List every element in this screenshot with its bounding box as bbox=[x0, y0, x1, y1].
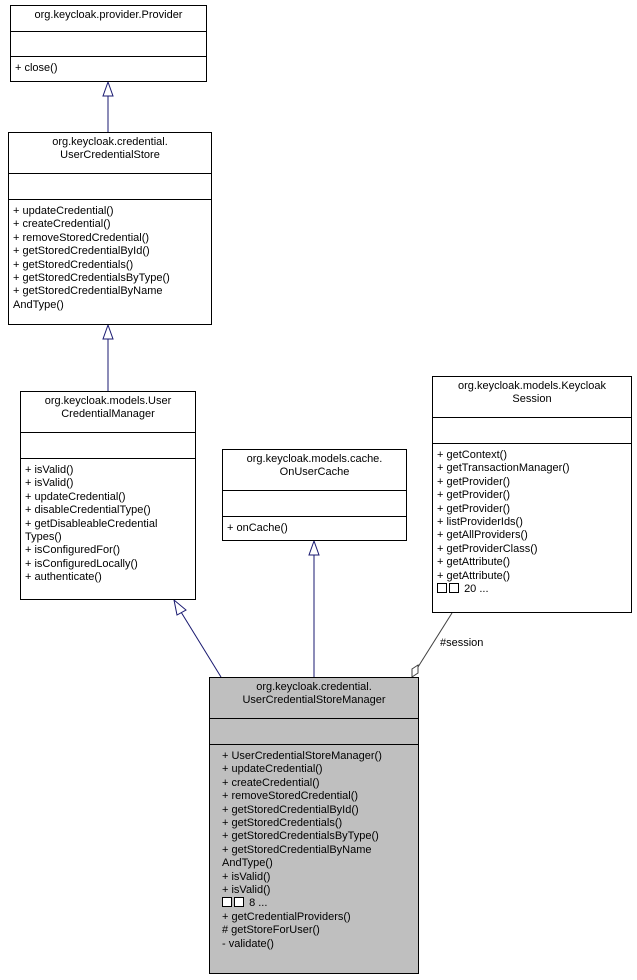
method-item: + getTransactionManager() bbox=[437, 462, 570, 475]
class-box-on-user-cache[interactable] bbox=[222, 449, 407, 541]
class-title-line: UserCredentialStore bbox=[60, 149, 160, 161]
class-box-user-credential-store-manager[interactable] bbox=[209, 677, 419, 974]
class-title bbox=[9, 133, 211, 173]
missing-glyph-icon bbox=[437, 583, 447, 593]
method-item: + isValid() bbox=[222, 870, 271, 883]
methods-section bbox=[11, 56, 206, 81]
methods-section bbox=[433, 443, 631, 612]
class-title bbox=[223, 450, 406, 490]
missing-glyph-icon bbox=[449, 583, 459, 593]
missing-glyph-icon bbox=[234, 897, 244, 907]
method-item: + removeStoredCredential() bbox=[13, 231, 150, 244]
missing-glyph-icon bbox=[222, 897, 232, 907]
inheritance-arrow-provider bbox=[103, 82, 113, 96]
class-title-line: org.keycloak.credential. bbox=[52, 136, 168, 148]
class-title-line: org.keycloak.models.Keycloak bbox=[458, 380, 606, 392]
class-title-line: org.keycloak.models.cache. bbox=[246, 453, 383, 465]
method-item: + UserCredentialStoreManager() bbox=[222, 750, 382, 762]
method-item: + getStoredCredentialById() bbox=[222, 803, 359, 816]
method-item: + getStoredCredentialByName bbox=[13, 285, 163, 298]
class-title bbox=[210, 678, 418, 718]
class-title-line: org.keycloak.credential. bbox=[256, 681, 372, 693]
method-item: + getProvider() bbox=[437, 502, 511, 515]
methods-section bbox=[223, 516, 406, 540]
method-item: + getContext() bbox=[437, 449, 508, 461]
attributes-section bbox=[223, 490, 406, 516]
method-item: + updateCredential() bbox=[13, 205, 114, 217]
attributes-section bbox=[9, 173, 211, 199]
class-title-line: UserCredentialStoreManager bbox=[242, 694, 386, 706]
more-methods-count: 8 ... bbox=[249, 897, 268, 910]
inheritance-arrow-manager bbox=[174, 600, 186, 615]
methods-section bbox=[210, 744, 418, 973]
method-item: + getStoredCredentials() bbox=[13, 258, 134, 271]
attributes-section bbox=[21, 432, 195, 458]
attributes-section bbox=[433, 417, 631, 443]
method-item: AndType() bbox=[13, 298, 64, 311]
method-item: + authenticate() bbox=[25, 571, 102, 584]
class-box-provider[interactable] bbox=[10, 5, 207, 82]
method-item: + removeStoredCredential() bbox=[222, 790, 359, 803]
method-item: # getStoreForUser() bbox=[222, 924, 320, 937]
method-item: + getStoredCredentialById() bbox=[13, 245, 150, 258]
class-title bbox=[21, 392, 195, 432]
method-item: + updateCredential() bbox=[25, 490, 126, 503]
inheritance-arrow-cache bbox=[309, 541, 319, 555]
method-item: + getAttribute() bbox=[437, 556, 511, 569]
attributes-section bbox=[210, 718, 418, 744]
methods-section bbox=[21, 458, 195, 600]
method-item: + isConfiguredLocally() bbox=[25, 557, 138, 570]
method-item: + getProvider() bbox=[437, 475, 511, 488]
method-item: + getProviderClass() bbox=[437, 542, 538, 555]
method-item: + getStoredCredentialsByType() bbox=[222, 830, 379, 843]
method-item: + getStoredCredentialByName bbox=[222, 843, 372, 856]
method-item: + updateCredential() bbox=[222, 763, 323, 776]
method-item: + isConfiguredFor() bbox=[25, 544, 121, 557]
aggregation-diamond bbox=[412, 665, 418, 677]
method-item: + createCredential() bbox=[222, 776, 320, 789]
method-item: + getAllProviders() bbox=[437, 529, 528, 542]
method-item: + getStoredCredentials() bbox=[222, 817, 343, 830]
class-title-line: org.keycloak.provider.Provider bbox=[34, 9, 183, 21]
method-item: + getCredentialProviders() bbox=[222, 910, 351, 923]
method-item: + getAttribute() bbox=[437, 569, 511, 582]
class-title-line: Session bbox=[512, 393, 552, 405]
inheritance-edge-storemanager-to-manager bbox=[181, 612, 221, 677]
method-item: + onCache() bbox=[227, 522, 288, 534]
method-item: + isValid() bbox=[222, 884, 271, 897]
methods-section bbox=[9, 199, 211, 325]
attributes-section bbox=[11, 31, 206, 56]
association-label-session: #session bbox=[440, 637, 484, 649]
class-box-user-credential-manager[interactable] bbox=[20, 391, 196, 600]
method-item: Types() bbox=[25, 531, 62, 544]
method-item: + isValid() bbox=[25, 464, 74, 476]
more-methods-row bbox=[222, 897, 418, 910]
method-item: + getStoredCredentialsByType() bbox=[13, 272, 170, 285]
inheritance-arrow-store bbox=[103, 325, 113, 339]
method-item: + getDisableableCredential bbox=[25, 517, 158, 530]
method-item: - validate() bbox=[222, 937, 274, 950]
class-title bbox=[11, 6, 206, 31]
method-item: AndType() bbox=[222, 857, 273, 870]
method-item: + createCredential() bbox=[13, 218, 111, 231]
class-title-line: CredentialManager bbox=[61, 408, 155, 420]
method-item: + getProvider() bbox=[437, 489, 511, 502]
method-item: + isValid() bbox=[25, 477, 74, 490]
method-item: + disableCredentialType() bbox=[25, 504, 151, 517]
class-title bbox=[433, 377, 631, 417]
class-title-line: org.keycloak.models.User bbox=[44, 395, 172, 407]
class-box-user-credential-store[interactable] bbox=[8, 132, 212, 325]
class-box-keycloak-session[interactable] bbox=[432, 376, 632, 613]
method-item: + listProviderIds() bbox=[437, 516, 523, 529]
more-methods-row bbox=[437, 583, 631, 596]
more-methods-count: 20 ... bbox=[464, 583, 489, 596]
method-item: + close() bbox=[15, 62, 58, 74]
class-title-line: OnUserCache bbox=[279, 466, 350, 478]
